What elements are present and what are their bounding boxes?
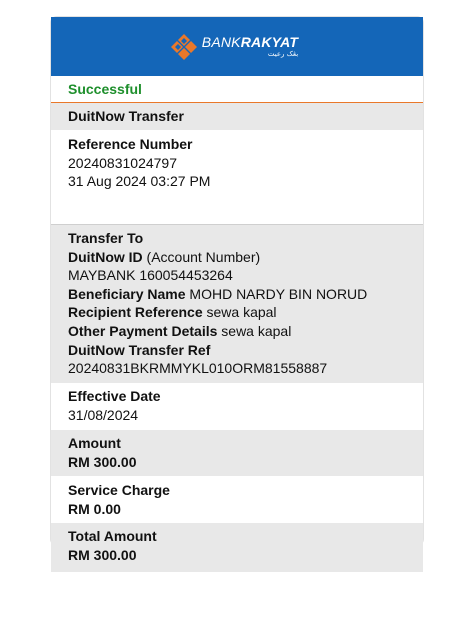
effective-date-section (51, 383, 423, 430)
duitnow-transfer-ref-label: DuitNow Transfer Ref (68, 341, 211, 358)
transaction-datetime: 31 Aug 2024 03:27 PM (68, 173, 211, 190)
beneficiary-value: MOHD NARDY BIN NORUD (189, 285, 368, 302)
duitnow-id-type: (Account Number) (146, 248, 261, 265)
effective-date-value: 31/08/2024 (68, 406, 139, 423)
transfer-to-label: Transfer To (68, 230, 144, 246)
total-amount-value: RM 300.00 (68, 546, 137, 563)
service-charge-section (51, 476, 423, 523)
account-value: MAYBANK 160054453264 (68, 267, 233, 284)
bank-header (51, 17, 423, 76)
bank-logo (170, 33, 298, 61)
duitnow-transfer-ref-value: 20240831BKRMMYKL010ORM81558887 (68, 360, 328, 377)
bank-rakyat-logo-icon (170, 33, 198, 61)
recipient-reference-value: sewa kapal (206, 304, 277, 321)
reference-section (51, 130, 423, 224)
brand-name: BANKRAKYAT (201, 34, 299, 50)
total-amount-section (51, 523, 423, 572)
amount-label: Amount (68, 435, 121, 451)
transfer-to-section (51, 224, 423, 383)
service-charge-value: RM 0.00 (68, 500, 121, 517)
reference-number: 20240831024797 (68, 154, 178, 171)
amount-section (51, 430, 423, 476)
effective-date-label: Effective Date (68, 388, 161, 404)
duitnow-id-label: DuitNow ID (68, 248, 143, 265)
recipient-reference-label: Recipient Reference (68, 304, 203, 321)
recipient-reference-row (68, 303, 415, 322)
transfer-type-title: DuitNow Transfer (68, 108, 184, 124)
status-text: Successful (51, 76, 423, 103)
other-payment-details-label: Other Payment Details (68, 322, 218, 339)
beneficiary-row (68, 285, 415, 304)
duitnow-id-row (68, 248, 415, 267)
other-payment-details-value: sewa kapal (221, 322, 292, 339)
brand-jawi: بڠک رعيت (267, 50, 299, 58)
transaction-receipt-card (51, 17, 423, 563)
beneficiary-label: Beneficiary Name (68, 285, 186, 302)
transfer-type-section (51, 103, 423, 130)
other-payment-details-row (68, 322, 415, 341)
total-amount-label: Total Amount (68, 528, 157, 544)
service-charge-label: Service Charge (68, 482, 170, 498)
amount-value: RM 300.00 (68, 453, 137, 470)
reference-label: Reference Number (68, 136, 193, 152)
